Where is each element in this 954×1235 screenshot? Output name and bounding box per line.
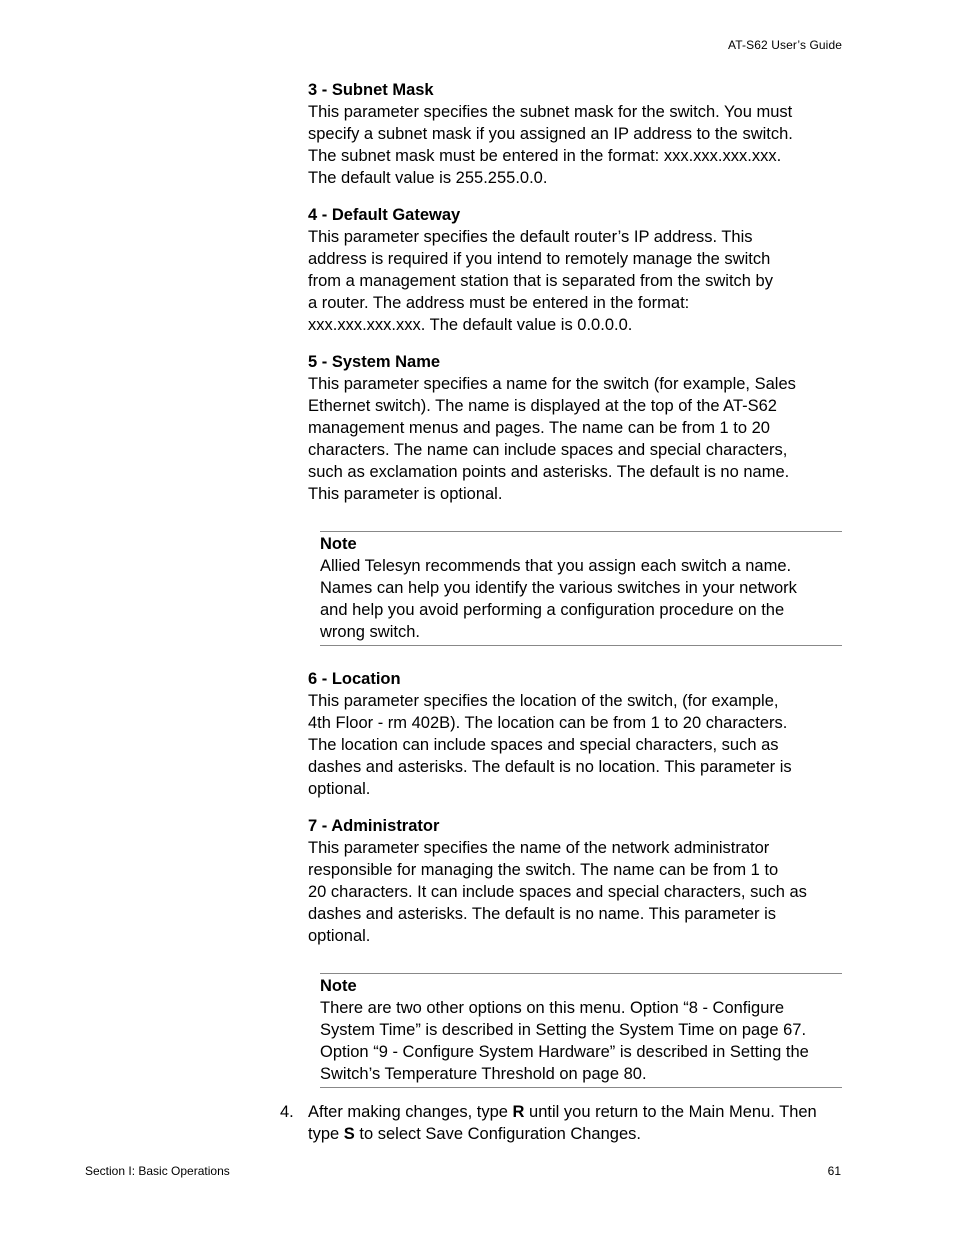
note-body: [320, 997, 842, 1085]
text-line: 20 characters. It can include spaces and special characters, such as: [308, 883, 807, 901]
text-line: System Time” is described in Setting the System Time on page 67.: [320, 1021, 807, 1039]
text-line: optional.: [308, 780, 371, 798]
note-body: [320, 555, 842, 643]
param-system-name: [308, 351, 846, 505]
text-line: dashes and asterisks. The default is no name. This parameter is: [308, 905, 777, 923]
key-r: R: [512, 1103, 525, 1121]
text-line: This parameter specifies the subnet mask for the switch. You must: [308, 103, 793, 121]
text-line: Names can help you identify the various switches in your network: [320, 579, 797, 597]
param-title: 5 - System Name: [308, 353, 441, 371]
text-line: There are two other options on this menu. Option “8 - Configure: [320, 999, 785, 1017]
text-line: optional.: [308, 927, 371, 945]
procedure-step: [280, 1101, 846, 1145]
text-line: [308, 1123, 817, 1145]
text-line: and help you avoid performing a configuration procedure on the: [320, 601, 785, 619]
param-subnet-mask: [308, 79, 846, 189]
param-description: [308, 373, 846, 505]
text-line: The default value is 255.255.0.0.: [308, 169, 548, 187]
text-line: specify a subnet mask if you assigned an IP address to the switch.: [308, 125, 793, 143]
text-line: The location can include spaces and special characters, such as: [308, 736, 779, 754]
text-line: a router. The address must be entered in the format:: [308, 294, 690, 312]
text-span: After making changes, type: [308, 1103, 513, 1121]
param-location: [308, 668, 846, 800]
running-header: AT-S62 User’s Guide: [728, 38, 842, 52]
text-line: management menus and pages. The name can be from 1 to 20: [308, 419, 770, 437]
text-span: type: [308, 1125, 344, 1143]
param-default-gateway: [308, 204, 846, 336]
note-box: [320, 531, 842, 646]
text-line: Allied Telesyn recommends that you assign each switch a name.: [320, 557, 792, 575]
text-line: from a management station that is separated from the switch by: [308, 272, 773, 290]
text-line: such as exclamation points and asterisks. The default is no name.: [308, 463, 790, 481]
param-title: 3 - Subnet Mask: [308, 81, 434, 99]
param-administrator: [308, 815, 846, 947]
footer-section: Section I: Basic Operations: [85, 1164, 230, 1178]
key-s: S: [343, 1125, 355, 1143]
param-title: 4 - Default Gateway: [308, 206, 461, 224]
text-line: responsible for managing the switch. The name can be from 1 to: [308, 861, 779, 879]
text-line: wrong switch.: [320, 623, 420, 641]
text-span: to select Save Configuration Changes.: [354, 1125, 641, 1143]
text-line: characters. The name can include spaces and special characters,: [308, 441, 788, 459]
text-line: address is required if you intend to remotely manage the switch: [308, 250, 771, 268]
text-line: Ethernet switch). The name is displayed at the top of the AT-S62: [308, 397, 777, 415]
text-line: Switch’s Temperature Threshold on page 80.: [320, 1065, 647, 1083]
step-number: 4.: [280, 1103, 294, 1121]
page-number: 61: [827, 1164, 841, 1178]
text-span: until you return to the Main Menu. Then: [524, 1103, 817, 1121]
text-line: xxx.xxx.xxx.xxx. The default value is 0.0.0.0.: [308, 316, 633, 334]
text-line: This parameter specifies the location of the switch, (for example,: [308, 692, 779, 710]
param-description: [308, 101, 846, 189]
param-description: [308, 837, 846, 947]
param-title: 6 - Location: [308, 670, 401, 688]
param-description: [308, 690, 846, 800]
step-text: [308, 1101, 817, 1145]
text-line: This parameter specifies the name of the network administrator: [308, 839, 770, 857]
main-content: [308, 79, 846, 1110]
text-line: 4th Floor - rm 402B). The location can be from 1 to 20 characters.: [308, 714, 788, 732]
text-line: This parameter specifies the default router’s IP address. This: [308, 228, 753, 246]
note-title: Note: [320, 977, 357, 995]
note-title: Note: [320, 535, 357, 553]
text-line: [308, 1101, 817, 1123]
note-box: [320, 973, 842, 1088]
text-line: This parameter is optional.: [308, 485, 503, 503]
text-line: The subnet mask must be entered in the format: xxx.xxx.xxx.xxx.: [308, 147, 782, 165]
text-line: This parameter specifies a name for the switch (for example, Sales: [308, 375, 796, 393]
param-description: [308, 226, 846, 336]
param-title: 7 - Administrator: [308, 817, 440, 835]
text-line: dashes and asterisks. The default is no location. This parameter is: [308, 758, 792, 776]
text-line: Option “9 - Configure System Hardware” is described in Setting the: [320, 1043, 809, 1061]
